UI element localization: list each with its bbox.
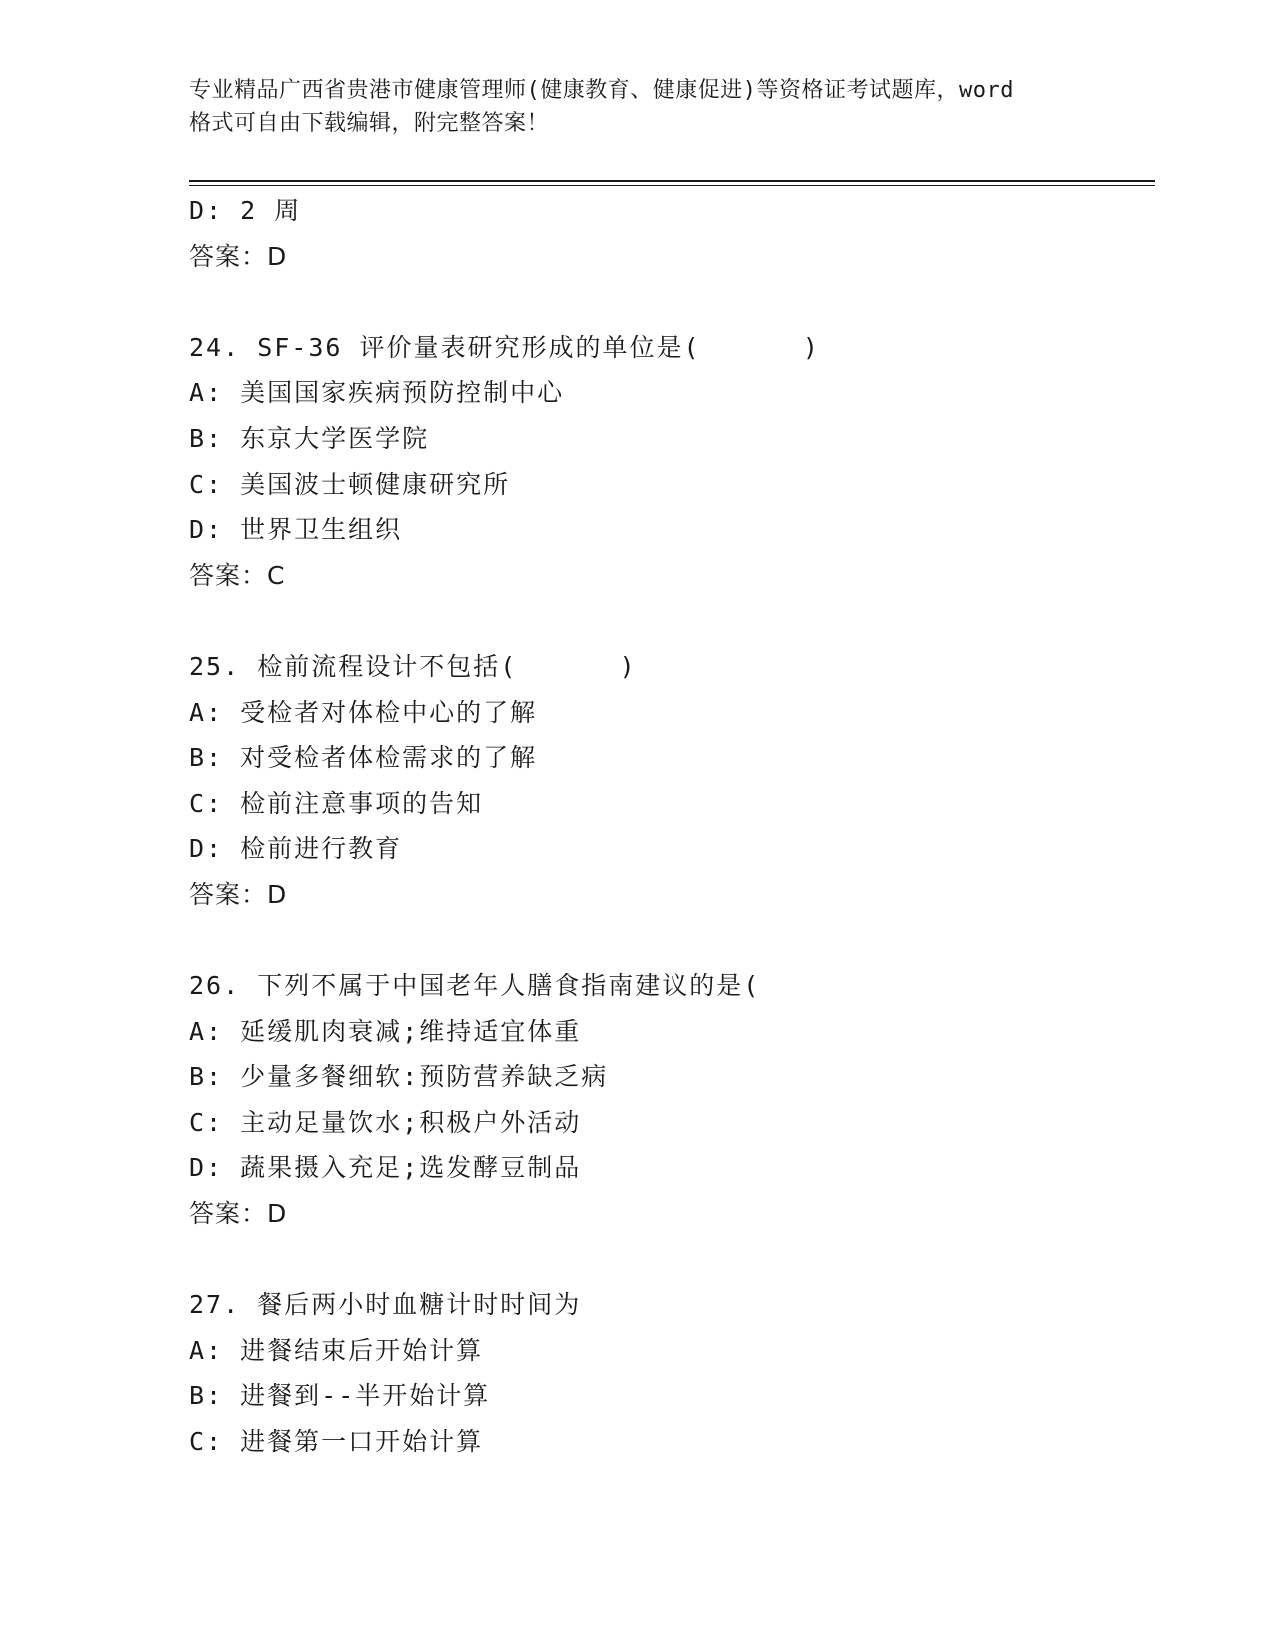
question-24 <box>189 325 1155 599</box>
option-a: A: 进餐结束后开始计算 <box>189 1335 484 1365</box>
option-d: D: 2 周 <box>189 196 302 225</box>
option-b: B: 少量多餐细软:预防营养缺乏病 <box>189 1062 609 1092</box>
question-stem: 24. SF-36 评价量表研究形成的单位是( ) <box>189 332 820 362</box>
document-header <box>189 74 1089 140</box>
header-line-2: 格式可自由下载编辑，附完整答案！ <box>189 111 550 136</box>
header-line-1: 专业精品广西省贵港市健康管理师(健康教育、健康促进)等资格证考试题库，word <box>189 78 1014 103</box>
answer: 答案：D <box>189 879 288 909</box>
header-divider-thick <box>189 180 1155 182</box>
option-a: A: 受检者对体检中心的了解 <box>189 697 538 727</box>
question-26 <box>189 963 1155 1237</box>
spacer <box>189 1237 1155 1283</box>
question-stem: 25. 检前流程设计不包括( ) <box>189 651 637 681</box>
answer: 答案：D <box>189 1199 288 1229</box>
option-c: C: 美国波士顿健康研究所 <box>189 469 511 499</box>
spacer <box>189 598 1155 644</box>
question-stem: 26. 下列不属于中国老年人膳食指南建议的是( <box>189 971 761 1001</box>
question-27 <box>189 1282 1155 1464</box>
spacer <box>189 918 1155 964</box>
question-25 <box>189 644 1155 918</box>
option-b: B: 对受检者体检需求的了解 <box>189 743 538 773</box>
option-a: A: 美国国家疾病预防控制中心 <box>189 378 565 408</box>
option-c: C: 主动足量饮水;积极户外活动 <box>189 1107 582 1137</box>
option-d: D: 世界卫生组织 <box>189 515 403 545</box>
spacer <box>189 279 1155 325</box>
option-b: B: 进餐到--半开始计算 <box>189 1381 491 1411</box>
header-divider-thin <box>189 185 1155 186</box>
option-c: C: 进餐第一口开始计算 <box>189 1427 484 1457</box>
option-d: D: 蔬果摄入充足;选发酵豆制品 <box>189 1153 582 1183</box>
answer: 答案：D <box>189 241 288 271</box>
question-list <box>189 188 1155 1465</box>
option-d: D: 检前进行教育 <box>189 834 403 864</box>
option-a: A: 延缓肌肉衰减;维持适宜体重 <box>189 1016 582 1046</box>
answer: 答案：C <box>189 560 286 590</box>
option-c: C: 检前注意事项的告知 <box>189 788 484 818</box>
question-stem: 27. 餐后两小时血糖计时时间为 <box>189 1290 582 1320</box>
option-b: B: 东京大学医学院 <box>189 423 430 453</box>
